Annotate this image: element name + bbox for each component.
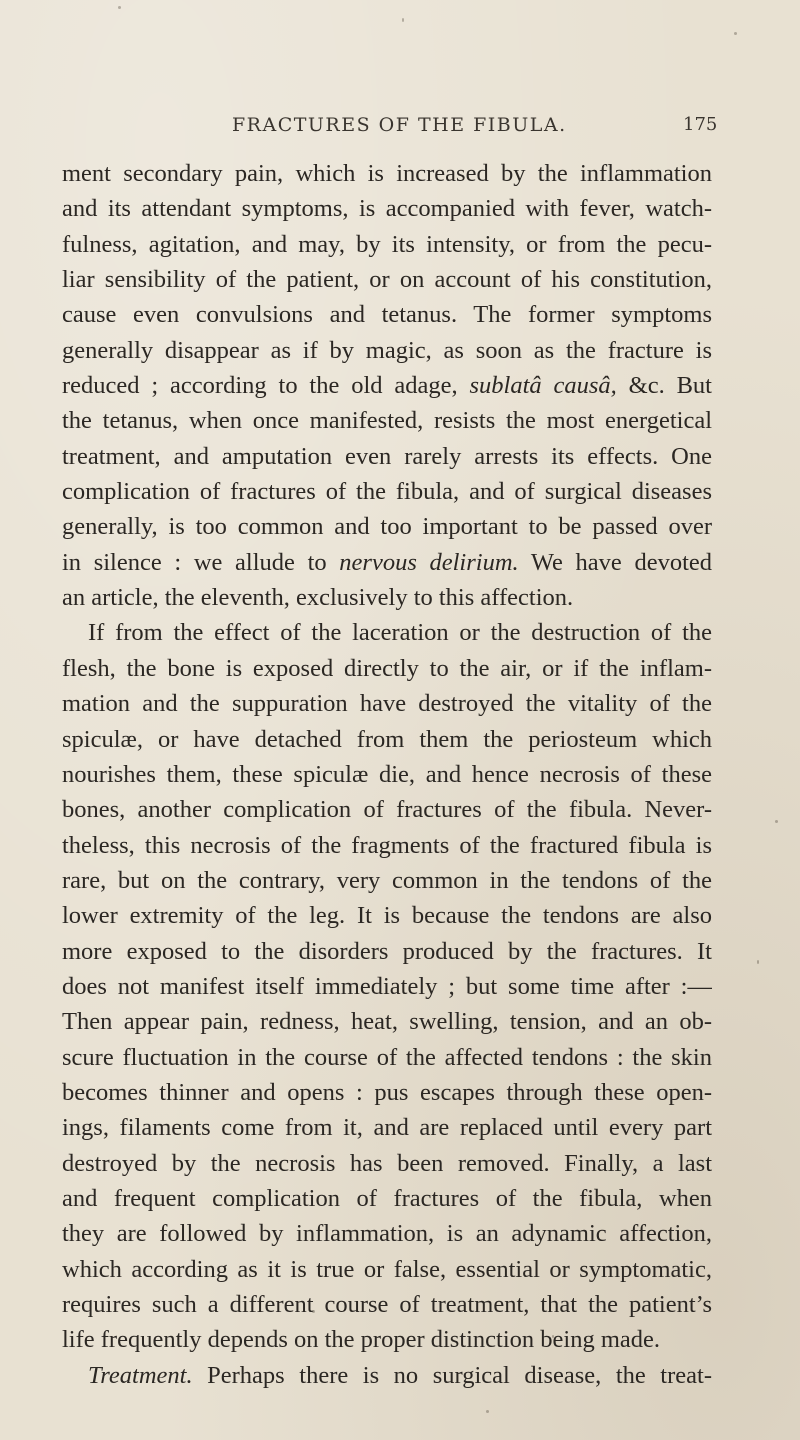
- text-line: flesh, the bone is exposed directly to the air, or if the inflam-: [62, 654, 712, 682]
- paper-speck: [775, 820, 778, 823]
- latin-phrase: sublatâ causâ,: [469, 372, 617, 400]
- text-line: which according as it is true or false, essential or symptomatic,: [62, 1255, 712, 1283]
- paper-speck: [757, 960, 759, 964]
- text-line: destroyed by the necrosis has been removed. Finally, a last: [62, 1149, 712, 1177]
- text-line: an article, the eleventh, exclusively to this affection.: [62, 584, 574, 612]
- running-head-title: FRACTURES OF THE FIBULA.: [232, 114, 567, 136]
- text-line: ings, filaments come from it, and are replaced until every part: [62, 1114, 712, 1142]
- emphasized-term: nervous delirium.: [339, 548, 519, 576]
- text-line: and frequent complication of fractures of the fibula, when: [62, 1184, 712, 1212]
- text-line: becomes thinner and opens : pus escapes through these open-: [62, 1078, 712, 1106]
- text-line: fulness, agitation, and may, by its intensity, or from the pecu-: [62, 230, 712, 258]
- paper-speck: [402, 18, 404, 22]
- paper-speck: [552, 1335, 554, 1338]
- text-line: scure fluctuation in the course of the affected tendons : the skin: [62, 1043, 712, 1071]
- text-line: they are followed by inflammation, is an adynamic affection,: [62, 1220, 712, 1248]
- paragraph-start-line: Treatment. Perhaps there is no surgical disease, the treat-: [88, 1361, 712, 1389]
- page-number: 175: [683, 114, 718, 135]
- text-line: life frequently depends on the proper distinction being made.: [62, 1326, 661, 1354]
- body-text: [62, 156, 712, 1393]
- text-line: ment secondary pain, which is increased by the inflammation: [62, 160, 712, 187]
- text-line: the tetanus, when once manifested, resists the most energetical: [62, 407, 712, 435]
- text-line: more exposed to the disorders produced by the fractures. It: [62, 937, 712, 965]
- text-line: does not manifest itself immediately ; but some time after :—: [62, 972, 712, 1000]
- text-line: generally, is too common and too important to be passed over: [62, 513, 712, 541]
- text-line: nourishes them, these spiculæ die, and hence necrosis of these: [62, 760, 712, 788]
- section-heading-treatment: Treatment.: [88, 1361, 193, 1389]
- text-line: bones, another complication of fractures of the fibula. Never-: [62, 796, 712, 824]
- text-line: rare, but on the contrary, very common in the tendons of the: [62, 866, 712, 894]
- text-line: generally disappear as if by magic, as soon as the fracture is: [62, 336, 712, 364]
- text-line: treatment, and amputation even rarely arrests its effects. One: [62, 442, 712, 470]
- paper-speck: [486, 1410, 489, 1413]
- text-line: cause even convulsions and tetanus. The former symptoms: [62, 301, 712, 329]
- text-line: reduced ; according to the old adage, sublatâ causâ, &c. But: [62, 372, 712, 400]
- paragraph-start-line: If from the effect of the laceration or the destruction of the: [88, 619, 712, 647]
- text-line: Then appear pain, redness, heat, swelling, tension, and an ob-: [62, 1008, 712, 1036]
- text-line: theless, this necrosis of the fragments of the fractured fibula is: [62, 831, 712, 859]
- text-line: in silence : we allude to nervous delirium. We have devoted: [62, 548, 712, 576]
- paper-speck: [734, 32, 737, 35]
- text-line: mation and the suppuration have destroyed the vitality of the: [62, 690, 712, 718]
- running-head: [0, 114, 800, 144]
- paper-speck: [118, 6, 121, 9]
- text-line: and its attendant symptoms, is accompanied with fever, watch-: [62, 195, 712, 223]
- paper-speck: [312, 1310, 315, 1313]
- text-line: complication of fractures of the fibula, and of surgical diseases: [62, 478, 712, 506]
- text-line: liar sensibility of the patient, or on account of his constitution,: [62, 266, 712, 294]
- text-line: lower extremity of the leg. It is because the tendons are also: [62, 902, 712, 930]
- text-line: spiculæ, or have detached from them the periosteum which: [62, 725, 712, 753]
- text-line: requires such a different course of treatment, that the patient’s: [62, 1291, 712, 1318]
